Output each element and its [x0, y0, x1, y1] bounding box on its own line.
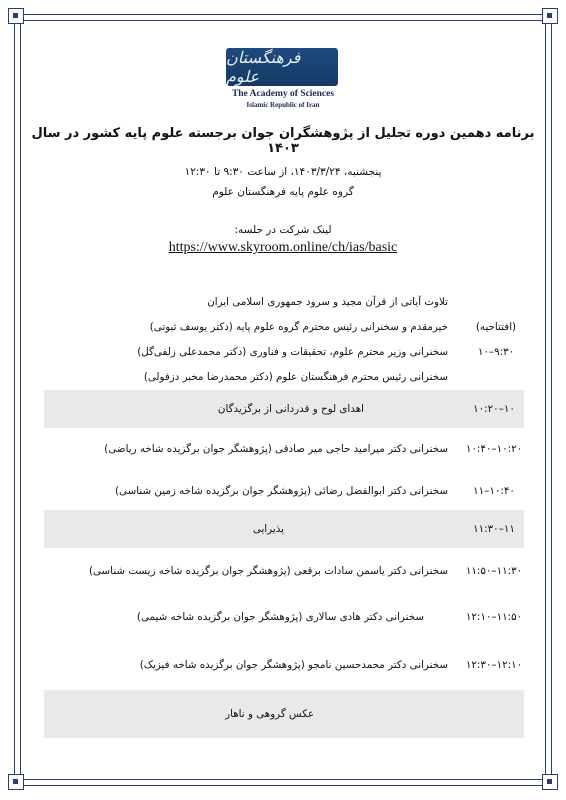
schedule-row: [44, 552, 524, 590]
schedule-row: [44, 510, 524, 548]
opening-session: [44, 290, 524, 390]
logo-english-sub: Islamic Republic of Iran: [246, 101, 320, 109]
row-description: سخنرانی دکتر ابوالفضل رضائی (پژوهشگر جوان برگزیده شاخه زمین شناسی): [115, 485, 448, 497]
row-description: عکس گروهی و ناهار: [225, 708, 314, 720]
academy-logo: [218, 48, 348, 120]
opening-line: خیرمقدم و سخنرانی رئیس محترم گروه علوم پایه (دکتر یوسف ثبوتی): [149, 321, 448, 333]
row-time: ۱۱–۱۱:۳۰: [473, 523, 515, 535]
row-time: ۱۲:۱۰–۱۲:۳۰: [465, 659, 523, 671]
logo-badge: [226, 48, 338, 86]
schedule-row: [44, 390, 524, 428]
meeting-link-label: لینک شرکت در جلسه:: [234, 224, 332, 236]
page-title: برنامه دهمین دوره تجلیل از پژوهشگران جوان برجسته علوم پایه کشور در سال ۱۴۰۳: [31, 126, 535, 156]
row-description: سخنرانی دکتر میرامید حاجی میر صادقی (پژوهشگر جوان برگزیده شاخه ریاضی): [104, 443, 448, 455]
row-description: پذیرایی: [252, 523, 284, 535]
corner-ornament: [542, 8, 558, 24]
corner-ornament: [8, 774, 24, 790]
schedule-row: [44, 472, 524, 510]
logo-english-name: The Academy of Sciences: [231, 89, 335, 99]
row-description: سخنرانی دکتر یاسمن سادات برقعی (پژوهشگر جوان برگزیده شاخه زیست شناسی): [88, 565, 448, 577]
corner-ornament: [8, 8, 24, 24]
row-time: ۱۰:۲۰–۱۰:۴۰: [465, 443, 523, 455]
opening-label: (افتتاحیه): [475, 321, 517, 333]
opening-line: سخنرانی وزیر محترم علوم، تحقیقات و فناوری (دکتر محمدعلی زلفی‌گل): [137, 346, 448, 358]
row-description: سخنرانی دکتر هادی سالاری (پژوهشگر جوان برگزیده شاخه شیمی): [136, 611, 424, 623]
row-time: ۱۱:۳۰–۱۱:۵۰: [465, 565, 523, 577]
opening-time: ۹:۳۰–۱۰: [477, 346, 515, 358]
row-description: سخنرانی دکتر محمدحسین نامجو (پژوهشگر جوان برگزیده شاخه فیزیک): [139, 659, 448, 671]
opening-line: تلاوت آیاتی از قرآن مجید و سرود جمهوری اسلامی ایران: [207, 296, 448, 308]
row-description: اهدای لوح و قدردانی از برگزیدگان: [217, 403, 364, 415]
organizer-group: گروه علوم پایه فرهنگستان علوم: [212, 186, 354, 198]
logo-persian-text: فرهنگستان علوم: [226, 48, 301, 86]
row-time: ۱۱:۵۰–۱۲:۱۰: [465, 611, 523, 623]
meeting-link[interactable]: https://www.skyroom.online/ch/ias/basic: [168, 240, 398, 255]
event-date: پنجشنبه، ۱۴۰۳/۳/۲۴، از ساعت ۹:۳۰ تا ۱۲:۳۰: [184, 166, 382, 178]
row-time: ۱۰–۱۰:۲۰: [473, 403, 515, 415]
row-time: ۱۰:۴۰–۱۱: [473, 485, 515, 497]
schedule-row: [44, 430, 524, 468]
corner-ornament: [542, 774, 558, 790]
schedule-row: [44, 646, 524, 684]
opening-line: سخنرانی رئیس محترم فرهنگستان علوم (دکتر محمدرضا مخبر دزفولی): [143, 371, 448, 383]
schedule-row: [44, 598, 524, 636]
schedule-row: [44, 690, 524, 738]
